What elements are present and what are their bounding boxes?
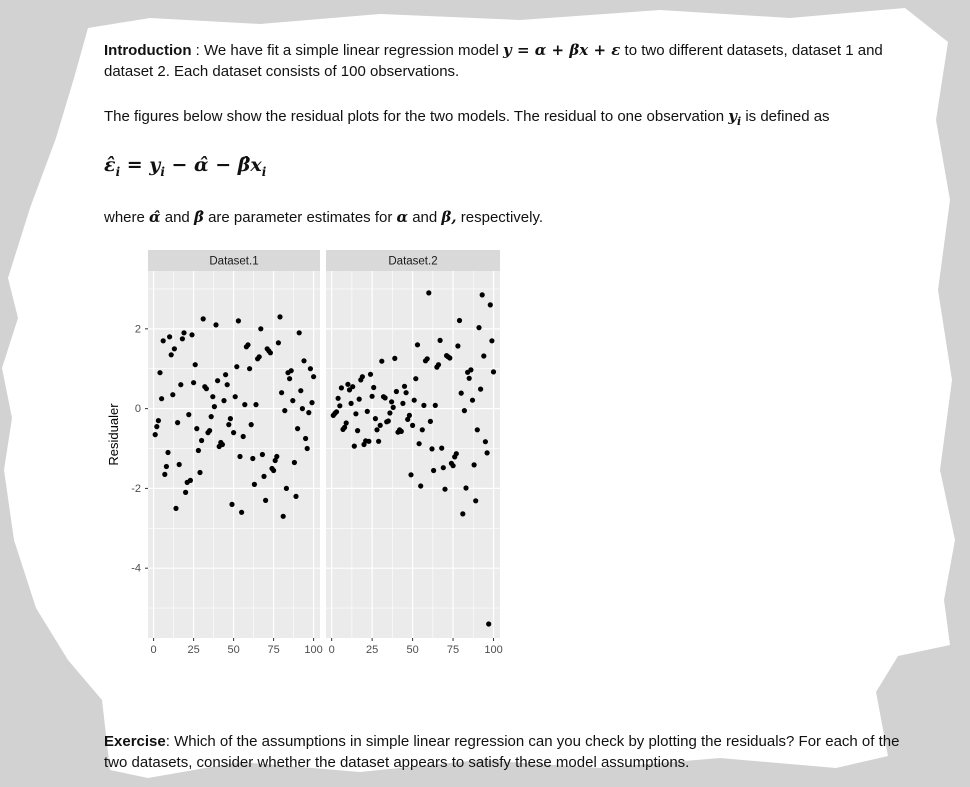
data-point [165,450,170,455]
data-point [352,444,357,449]
data-point [308,366,313,371]
y-tick-label: 2 [134,323,141,336]
definition-text-1: The figures below show the residual plots for the two models. The residual to one observation [104,108,729,125]
data-point [178,382,183,387]
data-point [438,338,443,343]
data-point [167,334,172,339]
data-point [180,336,185,341]
data-point [217,444,222,449]
regression-model-math: y = α + βx + ε [503,41,621,59]
data-point [175,420,180,425]
data-point [213,322,218,327]
data-point [371,385,376,390]
data-point [400,401,405,406]
data-point [196,448,201,453]
data-point [169,352,174,357]
data-point [452,454,457,459]
x-tick-label: 100 [304,644,323,656]
data-point [199,438,204,443]
data-point [349,401,354,406]
data-point [281,514,286,519]
data-point [249,422,254,427]
data-point [189,332,194,337]
data-point [374,427,379,432]
data-point [472,462,477,467]
data-point [293,494,298,499]
data-point [231,430,236,435]
data-point [462,408,467,413]
data-point [153,432,158,437]
data-point [229,502,234,507]
data-point [177,462,182,467]
data-point [365,409,370,414]
data-point [181,330,186,335]
data-point [237,454,242,459]
data-point [205,430,210,435]
data-point [197,470,202,475]
data-point [284,486,289,491]
definition-text-2: is defined as [741,108,830,125]
data-point [239,510,244,515]
data-point [292,460,297,465]
data-point [193,362,198,367]
data-point [408,472,413,477]
data-point [241,434,246,439]
data-point [457,318,462,323]
data-point [225,382,230,387]
data-point [194,426,199,431]
data-point [244,344,249,349]
data-point [441,465,446,470]
data-point [455,343,460,348]
data-point [410,423,415,428]
data-point [172,346,177,351]
data-point [159,396,164,401]
data-point [277,314,282,319]
data-point [412,398,417,403]
intro-paragraph [104,40,916,82]
data-point [162,472,167,477]
data-point [392,356,397,361]
data-point [252,482,257,487]
x-tick-label: 75 [446,644,460,656]
data-point [470,398,475,403]
data-point [183,490,188,495]
data-point [378,423,383,428]
data-point [391,405,396,410]
data-point [357,397,362,402]
data-point [233,394,238,399]
x-tick-label: 50 [227,644,240,656]
alpha-math: α [396,208,409,226]
y-axis-title: Residualer [106,403,121,466]
data-point [363,438,368,443]
residual-formula: $\varepsilon̂_i = y_i$ − α̂ − $\betâx_i$ [104,154,267,179]
data-point [226,422,231,427]
data-point [407,413,412,418]
data-point [221,398,226,403]
intro-text-2: to two different datasets, dataset 1 and dataset 2. Each dataset consists of 100 observations. [104,42,883,80]
data-point [247,366,252,371]
data-point [290,398,295,403]
data-point [297,330,302,335]
x-tick-label: 0 [150,644,157,656]
data-point [434,365,439,370]
y-tick-label: 0 [134,403,141,416]
intro-text-1: We have fit a simple linear regression model [204,42,504,59]
data-point [331,413,336,418]
data-point [463,485,468,490]
data-point [311,374,316,379]
data-point [373,416,378,421]
data-point [300,406,305,411]
data-point [355,428,360,433]
residual-definition-paragraph [104,106,916,132]
data-point [154,424,159,429]
data-point [451,463,456,468]
data-point [433,403,438,408]
data-point [475,427,480,432]
data-point [301,358,306,363]
data-point [404,390,409,395]
data-point [442,487,447,492]
data-point [191,380,196,385]
data-point [389,399,394,404]
data-point [186,412,191,417]
data-point [417,441,422,446]
data-point [421,403,426,408]
estimates-paragraph: where α̂ and β̂ are parameter estimates for α and β, respectively. [104,208,544,226]
data-point [287,376,292,381]
data-point [170,392,175,397]
data-point [303,436,308,441]
data-point [236,318,241,323]
data-point [480,292,485,297]
data-point [157,370,162,375]
facet-strip-label: Dataset.1 [209,255,259,268]
data-point [242,402,247,407]
data-point [164,464,169,469]
data-point [201,316,206,321]
x-tick-label: 25 [187,644,200,656]
data-point [467,376,472,381]
data-point [394,389,399,394]
data-point [395,430,400,435]
data-point [420,427,425,432]
data-point [279,390,284,395]
data-point [309,400,314,405]
data-point [423,358,428,363]
data-point [173,506,178,511]
data-point [260,452,265,457]
data-point [234,364,239,369]
exercise-text: : Which of the assumptions in simple linear regression can you check by plotting the residuals? For each of the two datasets, consider whether the dataset appears to satisfy these model assumptions. [104,733,900,771]
data-point [273,458,278,463]
data-point [305,446,310,451]
data-point [491,369,496,374]
data-point [460,511,465,516]
data-point [426,290,431,295]
data-point [476,325,481,330]
observation-math: $y_i$ [728,107,742,128]
residual-plots-figure [104,240,509,685]
x-tick-label: 0 [328,644,335,656]
data-point [306,410,311,415]
beta-hat-math: β̂ [193,208,204,226]
beta-math: β, [441,208,457,226]
data-point [418,483,423,488]
intro-colon: : [191,42,204,59]
data-point [428,419,433,424]
x-tick-label: 25 [366,644,379,656]
data-point [431,468,436,473]
data-point [228,416,233,421]
data-point [413,376,418,381]
facet-panel [148,250,323,656]
data-point [358,377,363,382]
data-point [376,439,381,444]
data-point [253,402,258,407]
data-point [276,340,281,345]
data-point [488,302,493,307]
data-point [444,353,449,358]
data-point [384,419,389,424]
data-point [250,456,255,461]
exercise-paragraph [104,731,916,773]
data-point [387,410,392,415]
data-point [210,394,215,399]
data-point [271,468,276,473]
data-point [402,384,407,389]
data-point [473,498,478,503]
data-point [439,446,444,451]
data-point [209,414,214,419]
exercise-label: Exercise [104,733,166,750]
facet-panel [326,250,503,656]
x-tick-label: 50 [406,644,419,656]
data-point [339,385,344,390]
intro-label: Introduction [104,42,192,59]
data-point [337,403,342,408]
data-point [223,372,228,377]
data-point [353,411,358,416]
residual-plot-svg [104,240,509,685]
data-point [347,387,352,392]
data-point [415,342,420,347]
data-point [345,382,350,387]
data-point [459,391,464,396]
data-point [258,326,263,331]
y-tick-label: -2 [131,482,141,495]
data-point [370,394,375,399]
data-point [485,450,490,455]
data-point [489,338,494,343]
data-point [202,384,207,389]
data-point [161,338,166,343]
data-point [289,368,294,373]
y-tick-label: -4 [131,562,141,575]
data-point [255,356,260,361]
data-point [340,427,345,432]
data-point [478,387,483,392]
data-point [481,353,486,358]
data-point [483,439,488,444]
data-point [185,480,190,485]
data-point [379,359,384,364]
data-point [215,378,220,383]
data-point [263,498,268,503]
data-point [429,446,434,451]
data-point [468,367,473,372]
data-point [336,396,341,401]
data-point [265,346,270,351]
facet-strip-label: Dataset.2 [388,255,438,268]
x-tick-label: 75 [267,644,280,656]
data-point [298,388,303,393]
data-point [368,372,373,377]
data-point [486,621,491,626]
data-point [156,418,161,423]
data-point [381,394,386,399]
x-tick-label: 100 [484,644,503,656]
data-point [261,474,266,479]
data-point [212,404,217,409]
alpha-hat-math: α̂ [149,208,161,226]
data-point [295,426,300,431]
data-point [282,408,287,413]
